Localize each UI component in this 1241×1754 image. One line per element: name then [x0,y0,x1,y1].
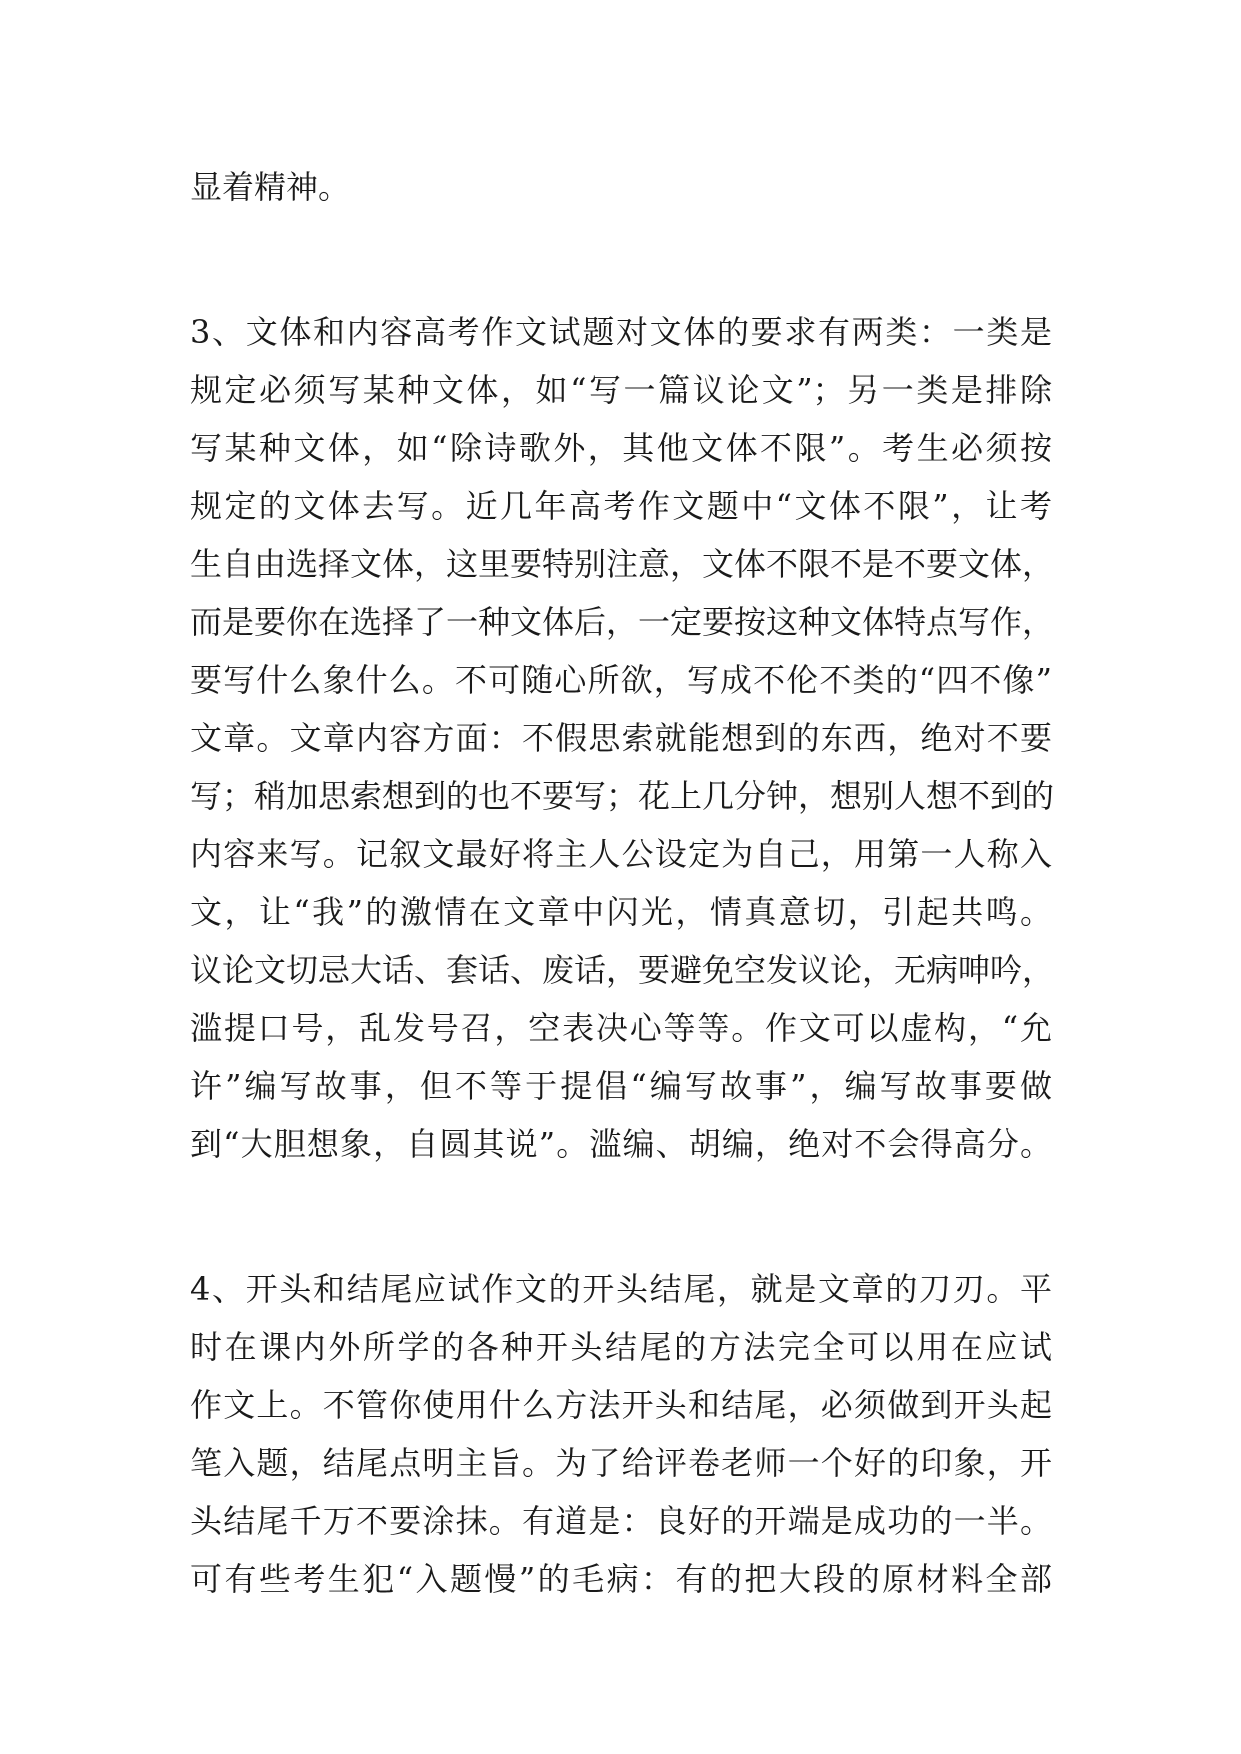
text-line: 到“大胆想象，自圆其说”。滥编、胡编，绝对不会得高分。 [190,1125,1052,1163]
text-line: 文，让“我”的激情在文章中闪光，情真意切，引起共鸣。 [190,893,1052,931]
text-line: 而是要你在选择了一种文体后，一定要按这种文体特点写作， [190,603,1055,641]
text-line: 3、文体和内容高考作文试题对文体的要求有两类：一类是 [190,313,1052,351]
paragraph-gap [190,216,1052,303]
text-line: 时在课内外所学的各种开头结尾的方法完全可以用在应试 [190,1328,1052,1366]
paragraph-3 [190,1260,1052,1608]
text-line: 规定的文体去写。近几年高考作文题中“文体不限”，让考 [190,487,1052,525]
text-line: 显着精神。 [190,168,351,206]
text-line: 写；稍加思索想到的也不要写；花上几分钟，想别人想不到的 [190,777,1055,815]
text-line: 要写什么象什么。不可随心所欲，写成不伦不类的“四不像” [190,661,1052,699]
text-line: 头结尾千万不要涂抹。有道是：良好的开端是成功的一半。 [190,1502,1052,1540]
text-line: 写某种文体，如“除诗歌外，其他文体不限”。考生必须按 [190,429,1052,467]
paragraph-gap [190,1173,1052,1260]
text-line: 许”编写故事，但不等于提倡“编写故事”，编写故事要做 [190,1067,1052,1105]
text-line: 议论文切忌大话、套话、废话，要避免空发议论，无病呻吟， [190,951,1055,989]
text-line: 文章。文章内容方面：不假思索就能想到的东西，绝对不要 [190,719,1052,757]
paragraph-1 [190,158,1052,216]
paragraph-2 [190,303,1055,1173]
document-body [190,158,1055,1608]
text-line: 生自由选择文体，这里要特别注意，文体不限不是不要文体， [190,545,1055,583]
text-line: 规定必须写某种文体，如“写一篇议论文”；另一类是排除 [190,371,1052,409]
text-line: 作文上。不管你使用什么方法开头和结尾，必须做到开头起 [190,1386,1052,1424]
text-line: 滥提口号，乱发号召，空表决心等等。作文可以虚构，“允 [190,1009,1052,1047]
text-line: 笔入题，结尾点明主旨。为了给评卷老师一个好的印象，开 [190,1444,1052,1482]
text-line: 内容来写。记叙文最好将主人公设定为自己，用第一人称入 [190,835,1052,873]
text-line: 4、开头和结尾应试作文的开头结尾，就是文章的刀刃。平 [190,1270,1052,1308]
text-line: 可有些考生犯“入题慢”的毛病：有的把大段的原材料全部 [190,1560,1052,1598]
